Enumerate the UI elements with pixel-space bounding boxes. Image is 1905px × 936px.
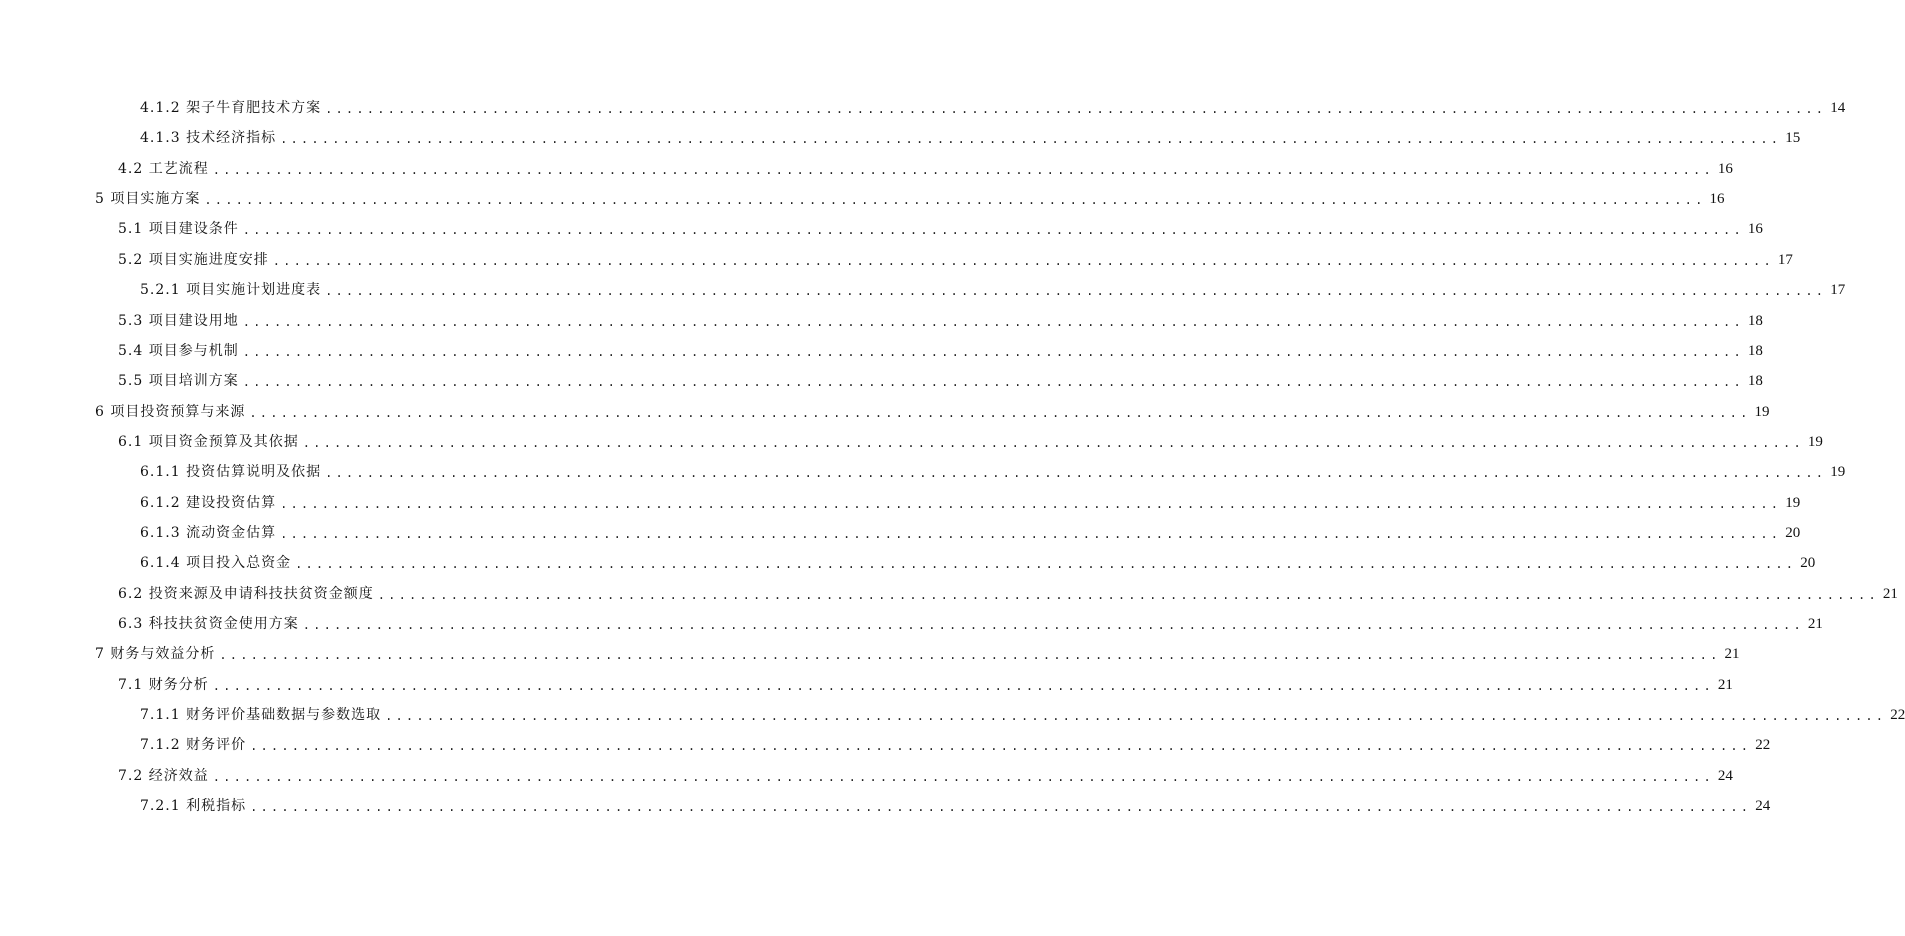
- toc-entry-title: 7 财务与效益分析: [95, 646, 216, 663]
- toc-leader-dots: ................................................................................................................................................: [212, 678, 1714, 693]
- toc-leader-dots: ................................................................................................................................................: [250, 739, 1752, 754]
- toc-leader-dots: ................................................................................................................................................: [272, 253, 1774, 268]
- toc-entry-page-number: 16: [1709, 191, 1725, 208]
- toc-leader-dots: ................................................................................................................................................: [242, 344, 1744, 359]
- toc-entry-page-number: 20: [1800, 555, 1816, 572]
- toc-entry-page-number: 18: [1747, 373, 1763, 390]
- toc-entry-page-number: 21: [1724, 646, 1740, 663]
- toc-leader-dots: ................................................................................................................................................: [302, 618, 1804, 632]
- toc-entry-title: 7.2.1 利税指标: [140, 798, 247, 815]
- toc-leader-dots: ................................................................................................................................................: [280, 526, 1782, 541]
- toc-leader-dots: ................................................................................................................................................: [242, 314, 1744, 329]
- toc-entry-page-number: 21: [1882, 585, 1898, 602]
- toc-leader-dots: ................................................................................................................................................: [212, 769, 1714, 784]
- toc-leader-dots: ................................................................................................................................................: [212, 162, 1714, 177]
- toc-leader-dots: ................................................................................................................................................: [325, 284, 1827, 299]
- toc-entry-title: 7.1.2 财务评价: [140, 737, 247, 754]
- toc-entry-title: 5 项目实施方案: [95, 191, 201, 208]
- toc-entry-title: 4.1.3 技术经济指标: [140, 130, 277, 147]
- toc-entry-title: 4.1.2 架子牛育肥技术方案: [140, 100, 322, 116]
- toc-entry-12[interactable]: [118, 432, 1823, 452]
- toc-entry-page-number: 17: [1830, 282, 1846, 299]
- toc-entry-title: 6.1.2 建设投资估算: [140, 494, 277, 511]
- toc-entry-page-number: 19: [1807, 433, 1823, 450]
- toc-entry-page-number: 19: [1785, 494, 1801, 511]
- toc-entry-15[interactable]: [140, 523, 1801, 543]
- toc-entry-page-number: 22: [1755, 737, 1771, 754]
- toc-entry-1[interactable]: [140, 98, 1846, 118]
- toc-entry-title: 7.1.1 财务评价基础数据与参数选取: [140, 707, 382, 723]
- toc-entry-10[interactable]: [118, 371, 1763, 391]
- toc-entry-2[interactable]: [140, 128, 1801, 148]
- toc-leader-dots: ................................................................................................................................................: [242, 223, 1744, 238]
- toc-entry-title: 6.3 科技扶贫资金使用方案: [118, 616, 299, 632]
- toc-entry-page-number: 22: [1890, 707, 1905, 723]
- toc-entry-title: 7.1 财务分析: [118, 676, 209, 693]
- toc-leader-dots: ................................................................................................................................................: [242, 375, 1744, 390]
- toc-entry-title: 6.1.3 流动资金估算: [140, 524, 277, 541]
- toc-entry-16[interactable]: [140, 553, 1816, 573]
- toc-entry-title: 5.2 项目实施进度安排: [118, 251, 269, 268]
- toc-entry-title: 5.1 项目建设条件: [118, 221, 239, 238]
- toc-entry-5[interactable]: [118, 219, 1763, 239]
- toc-entry-19[interactable]: [95, 644, 1740, 664]
- toc-entry-page-number: 24: [1755, 798, 1771, 815]
- toc-entry-page-number: 16: [1717, 160, 1733, 177]
- toc-entry-title: 6.1 项目资金预算及其依据: [118, 433, 299, 450]
- toc-entry-18[interactable]: [118, 614, 1823, 634]
- toc-entry-title: 4.2 工艺流程: [118, 160, 209, 177]
- toc-entry-4[interactable]: [95, 189, 1725, 209]
- toc-entry-page-number: 21: [1807, 616, 1823, 632]
- toc-leader-dots: ................................................................................................................................................: [280, 496, 1782, 511]
- toc-leader-dots: ................................................................................................................................................: [219, 648, 1721, 663]
- toc-entry-title: 5.4 项目参与机制: [118, 342, 239, 359]
- toc-entry-title: 6 项目投资预算与来源: [95, 403, 246, 420]
- toc-entry-page-number: 15: [1785, 130, 1801, 147]
- toc-leader-dots: ................................................................................................................................................: [280, 132, 1782, 147]
- toc-entry-title: 6.1.1 投资估算说明及依据: [140, 464, 322, 481]
- toc-entry-22[interactable]: [140, 735, 1771, 755]
- toc-entry-14[interactable]: [140, 493, 1801, 513]
- toc-leader-dots: ................................................................................................................................................: [325, 466, 1827, 481]
- toc-leader-dots: ................................................................................................................................................: [385, 709, 1887, 723]
- toc-entry-page-number: 17: [1777, 251, 1793, 268]
- toc-entry-page-number: 24: [1717, 767, 1733, 784]
- toc-leader-dots: ................................................................................................................................................: [250, 800, 1752, 815]
- toc-leader-dots: ................................................................................................................................................: [295, 557, 1797, 572]
- toc-entry-page-number: 21: [1717, 676, 1733, 693]
- toc-entry-page-number: 16: [1747, 221, 1763, 238]
- toc-entry-page-number: 19: [1754, 403, 1770, 420]
- toc-entry-6[interactable]: [118, 250, 1793, 270]
- toc-leader-dots: ................................................................................................................................................: [325, 102, 1827, 116]
- toc-entry-17[interactable]: [118, 584, 1898, 604]
- toc-entry-title: 6.1.4 项目投入总资金: [140, 555, 292, 572]
- toc-leader-dots: ................................................................................................................................................: [204, 193, 1706, 208]
- toc-entry-page-number: 18: [1747, 312, 1763, 329]
- toc-entry-page-number: 18: [1747, 342, 1763, 359]
- toc-entry-page-number: 14: [1830, 100, 1846, 116]
- toc-entry-title: 6.2 投资来源及申请科技扶贫资金额度: [118, 585, 374, 602]
- toc-entry-title: 5.2.1 项目实施计划进度表: [140, 282, 322, 299]
- toc-entry-13[interactable]: [140, 462, 1846, 482]
- toc-entry-page-number: 20: [1785, 524, 1801, 541]
- toc-entry-8[interactable]: [118, 311, 1763, 331]
- toc-entry-11[interactable]: [95, 402, 1770, 422]
- toc-leader-dots: ................................................................................................................................................: [302, 435, 1804, 450]
- toc-leader-dots: ................................................................................................................................................: [249, 405, 1751, 420]
- toc-entry-title: 5.3 项目建设用地: [118, 312, 239, 329]
- toc-entry-7[interactable]: [140, 280, 1846, 300]
- toc-entry-21[interactable]: [140, 705, 1905, 725]
- toc-entry-23[interactable]: [118, 766, 1733, 786]
- toc-entry-page-number: 19: [1830, 464, 1846, 481]
- toc-entry-24[interactable]: [140, 796, 1771, 816]
- toc-entry-title: 7.2 经济效益: [118, 767, 209, 784]
- toc-entry-title: 5.5 项目培训方案: [118, 373, 239, 390]
- toc-entry-9[interactable]: [118, 341, 1763, 361]
- toc-leader-dots: ................................................................................................................................................: [377, 587, 1879, 602]
- toc-entry-3[interactable]: [118, 159, 1733, 179]
- toc-entry-20[interactable]: [118, 675, 1733, 695]
